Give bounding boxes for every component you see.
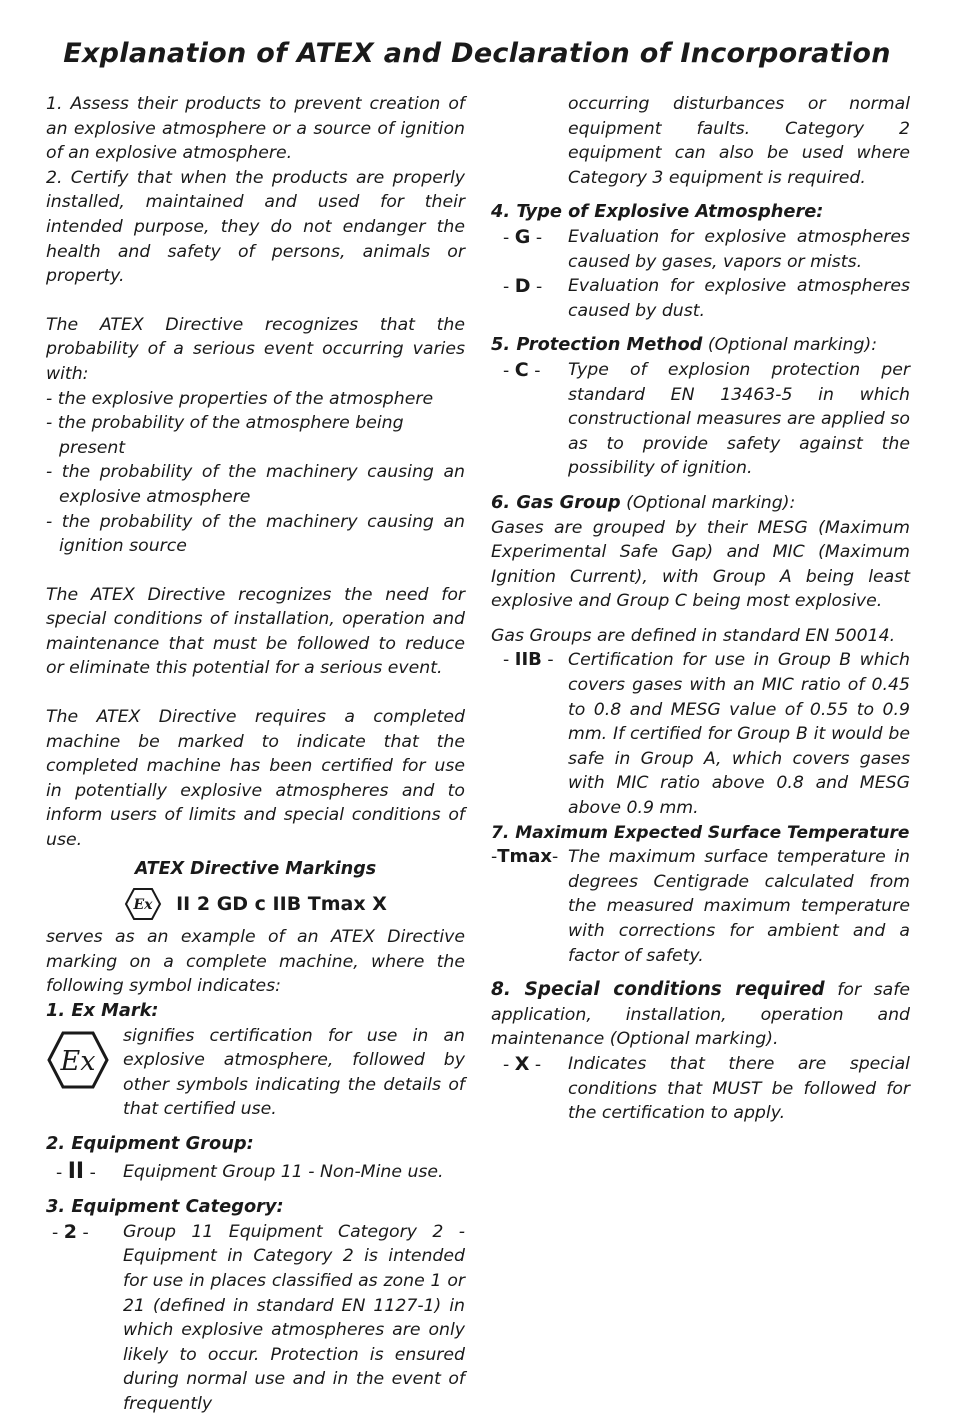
special-conditions-text: Indicates that there are special conditions that MUST be followed for the certification to apply. [568, 1053, 910, 1124]
protection-method-key: C [514, 358, 529, 381]
item-separator: - [82, 1222, 89, 1243]
right-column [491, 92, 910, 1126]
section-5-title: 5. Protection Method [491, 334, 703, 356]
atmosphere-type-key: D [514, 275, 531, 298]
protection-method-item [491, 358, 910, 481]
item-separator: - [547, 650, 554, 671]
section-3-heading: 3. Equipment Category: [46, 1196, 284, 1218]
marking-example [46, 887, 465, 921]
atmosphere-type-key-cell [491, 274, 568, 300]
atmosphere-type-item [491, 225, 910, 274]
gas-group-key-cell [491, 648, 568, 673]
gas-group-paragraph: Gases are grouped by their MESG (Maximum Experimental Safe Gap) and MIC (Maximum Ignition Current), with Group A being least explosive and Group C being most explosive. [491, 517, 910, 612]
gas-group-key: IIB [514, 649, 542, 671]
equipment-category-text: Group 11 Equipment Category 2 - Equipment in Category 2 is intended for use in places classified as zone 1 or 21 (defined in standard EN 1127-1) in which explosive atmospheres are only likely to occur. Protection is ensured during normal use and in the event of frequently [123, 1221, 465, 1414]
section-5-heading [491, 333, 910, 358]
section-7-heading: 7. Maximum Expected Surface Temperature [491, 822, 910, 843]
item-dash: - [56, 1162, 63, 1183]
probability-item: - the explosive properties of the atmosphere [46, 388, 434, 409]
item-dash: - [503, 1054, 510, 1075]
section-6-note: (Optional marking): [620, 492, 796, 513]
equipment-group-key: II [67, 1158, 85, 1184]
gas-group-item [491, 648, 910, 820]
section-4-heading: 4. Type of Explosive Atmosphere: [491, 201, 824, 223]
atmosphere-type-text: Evaluation for explosive atmospheres caused by gases, vapors or mists. [568, 226, 910, 272]
intro-point-2: 2. Certify that when the products are properly installed, maintained and used for their intended purpose, they do not endanger the health and safety of persons, animals or property. [46, 167, 465, 287]
marking-code: II 2 GD c IIB Tmax X [176, 892, 387, 915]
protection-method-key-cell [491, 358, 568, 384]
section-8-title: 8. Special conditions required [491, 979, 825, 1001]
special-conditions-paragraph: The ATEX Directive recognizes the need for special conditions of installation, operation and maintenance that must be followed to reduce or eliminate this potential for a serious event. [46, 584, 465, 679]
gas-group-definition: Gas Groups are defined in standard EN 50014. [491, 625, 896, 646]
equipment-category-continued: occurring disturbances or normal equipment faults. Category 2 equipment can also be used where Category 3 equipment is required. [568, 94, 910, 188]
markings-heading: ATEX Directive Markings [134, 858, 377, 879]
machine-marking-paragraph: The ATEX Directive requires a completed machine be marked to indicate that the completed machine has been certified for use in potentially explosive atmospheres and to inform users of limits and special conditions of use. [46, 707, 465, 851]
equipment-group-item [46, 1160, 465, 1186]
item-separator: - [534, 360, 541, 381]
special-conditions-item [491, 1052, 910, 1126]
item-dash: - [503, 360, 510, 381]
equipment-category-key-cell [46, 1220, 123, 1246]
special-conditions-key-cell [491, 1052, 568, 1078]
item-dash: - [503, 227, 510, 248]
ex-mark-icon [46, 1030, 110, 1090]
section-5-note: (Optional marking): [702, 335, 878, 356]
probability-item: - the probability of the atmosphere being present [46, 413, 404, 458]
item-dash: - [503, 650, 510, 671]
atmosphere-type-key: G [514, 225, 531, 248]
section-8-heading [491, 978, 910, 1052]
atmosphere-type-item [491, 274, 910, 323]
equipment-group-text: Equipment Group 11 - Non-Mine use. [123, 1161, 444, 1182]
atmosphere-type-key-cell [491, 225, 568, 251]
surface-temperature-text: The maximum surface temperature in degrees Centigrade calculated from the measured maximum temperature with corrections for ambient and a factor of safety. [568, 847, 910, 966]
ex-mark-description: signifies certification for use in an explosive atmosphere, followed by other symbols indicating the details of that certified use. [123, 1025, 465, 1120]
gas-group-text: Certification for use in Group B which covers gases with an MIC ratio of 0.45 to 0.8 and MESG value of 0.55 to 0.9 mm. If certified for Group B it would be safe in Group A, which covers gases with MIC ratio above 0.8 and MESG above 0.9 mm. [568, 650, 910, 819]
ex-symbol-text: Ex [133, 897, 153, 914]
probability-intro: The ATEX Directive recognizes that the probability of a serious event occurring varies with: [46, 314, 465, 384]
ex-mark-symbol [46, 1024, 123, 1098]
ex-mark-symbol-text: Ex [60, 1045, 96, 1077]
surface-temperature-item [491, 845, 910, 968]
probability-item: - the probability of the machinery causing an explosive atmosphere [46, 462, 465, 507]
section-6-heading [491, 491, 910, 516]
atmosphere-type-text: Evaluation for explosive atmospheres caused by dust. [568, 276, 910, 321]
equipment-group-key-cell [46, 1160, 123, 1186]
surface-temperature-key-cell [491, 845, 568, 870]
item-separator: - [535, 227, 543, 248]
protection-method-text: Type of explosion protection per standard EN 13463-5 in which constructional measures are applied so as to provide safety against the possibility of ignition. [568, 359, 910, 479]
item-dash: - [491, 847, 498, 868]
left-column [46, 92, 465, 1417]
equipment-category-key: 2 [63, 1220, 77, 1243]
equipment-category-item [46, 1220, 465, 1417]
page-title: Explanation of ATEX and Declaration of Incorporation [63, 38, 891, 69]
section-2-heading: 2. Equipment Group: [46, 1132, 254, 1154]
probability-item: - the probability of the machinery causing an ignition source [46, 511, 465, 557]
section-1-heading: 1. Ex Mark: [46, 1000, 159, 1021]
ex-mark-block [46, 1024, 465, 1122]
section-8-rest: for safe application, installation, operation and maintenance (Optional marking). [491, 980, 910, 1050]
section-6-title: 6. Gas Group [491, 491, 621, 513]
item-separator: - [552, 847, 559, 868]
item-dash: - [52, 1222, 59, 1243]
item-separator: - [89, 1162, 96, 1183]
intro-point-1: 1. Assess their products to prevent creation of an explosive atmosphere or a source of ignition of an explosive atmosphere. [46, 94, 465, 164]
ex-hexagon-icon [124, 887, 162, 921]
item-dash: - [503, 277, 510, 298]
item-separator: - [536, 277, 543, 298]
item-separator: - [534, 1054, 542, 1075]
special-conditions-key: X [514, 1052, 530, 1075]
surface-temperature-key: Tmax [497, 846, 553, 868]
example-paragraph: serves as an example of an ATEX Directive marking on a complete machine, where the following symbol indicates: [46, 927, 465, 997]
